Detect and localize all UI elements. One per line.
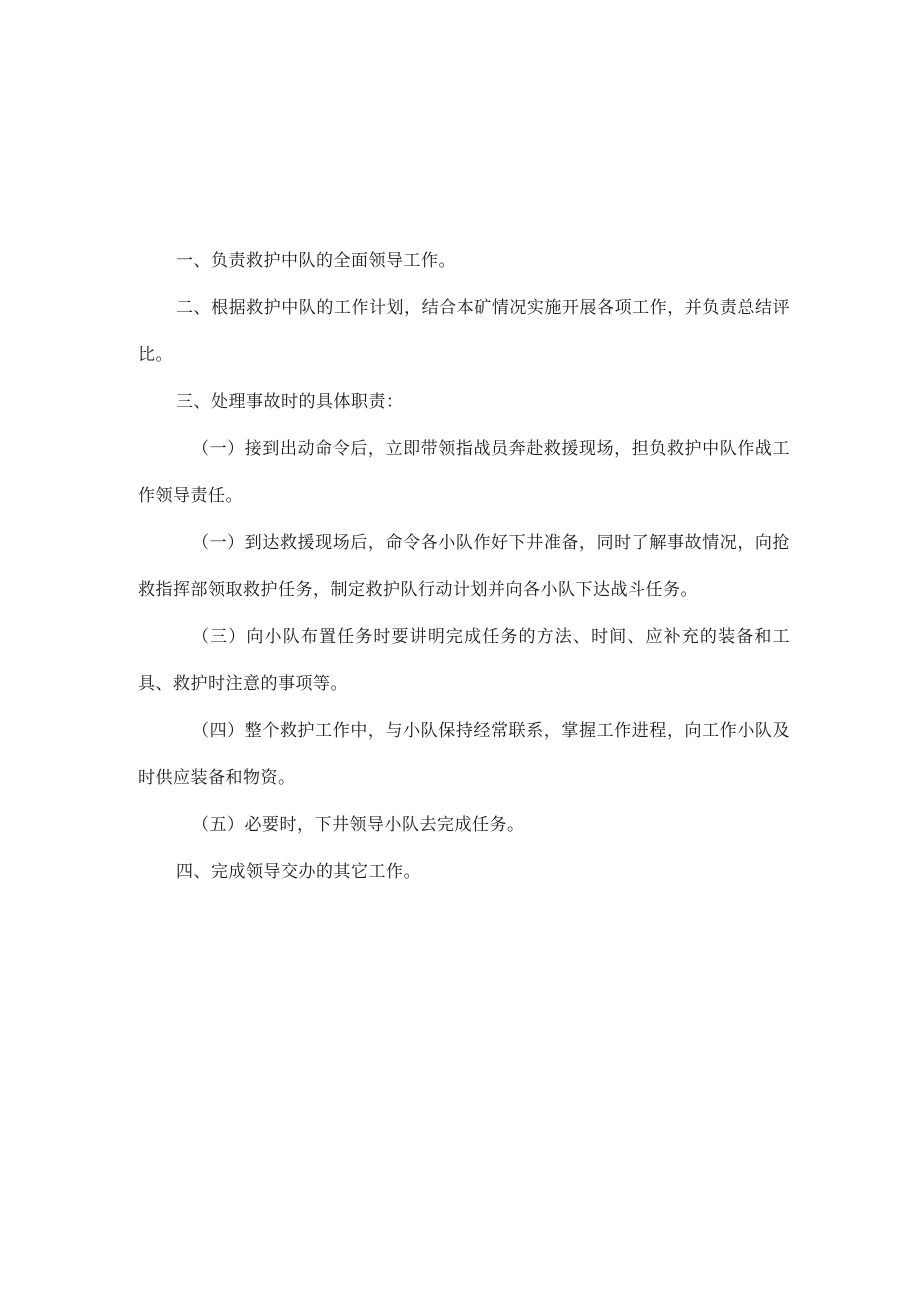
paragraph-3-5: （五）必要时，下井领导小队去完成任务。 — [192, 815, 525, 835]
paragraph-3-3: （三）向小队布置任务时要讲明完成任务的方法、时间、应补充的装备和工具、救护时注意的事项等。 — [138, 627, 790, 694]
paragraph-3-4: （四）整个救护工作中，与小队保持经常联系，掌握工作进程，向工作小队及时供应装备和物资。 — [138, 721, 790, 788]
paragraph-3: 三、处理事故时的具体职责： — [176, 392, 404, 412]
paragraph-4: 四、完成领导交办的其它工作。 — [176, 862, 421, 882]
paragraph-2: 二、根据救护中队的工作计划，结合本矿情况实施开展各项工作，并负责总结评比。 — [138, 298, 790, 365]
paragraph-3-2: （一）到达救援现场后，命令各小队作好下井准备，同时了解事故情况，向抢救指挥部领取救护任务，制定救护队行动计划并向各小队下达战斗任务。 — [138, 533, 790, 600]
paragraph-3-1: （一）接到出动命令后，立即带领指战员奔赴救援现场，担负救护中队作战工作领导责任。 — [138, 439, 790, 506]
document-body — [138, 238, 790, 896]
paragraph-1: 一、负责救护中队的全面领导工作。 — [176, 251, 456, 271]
